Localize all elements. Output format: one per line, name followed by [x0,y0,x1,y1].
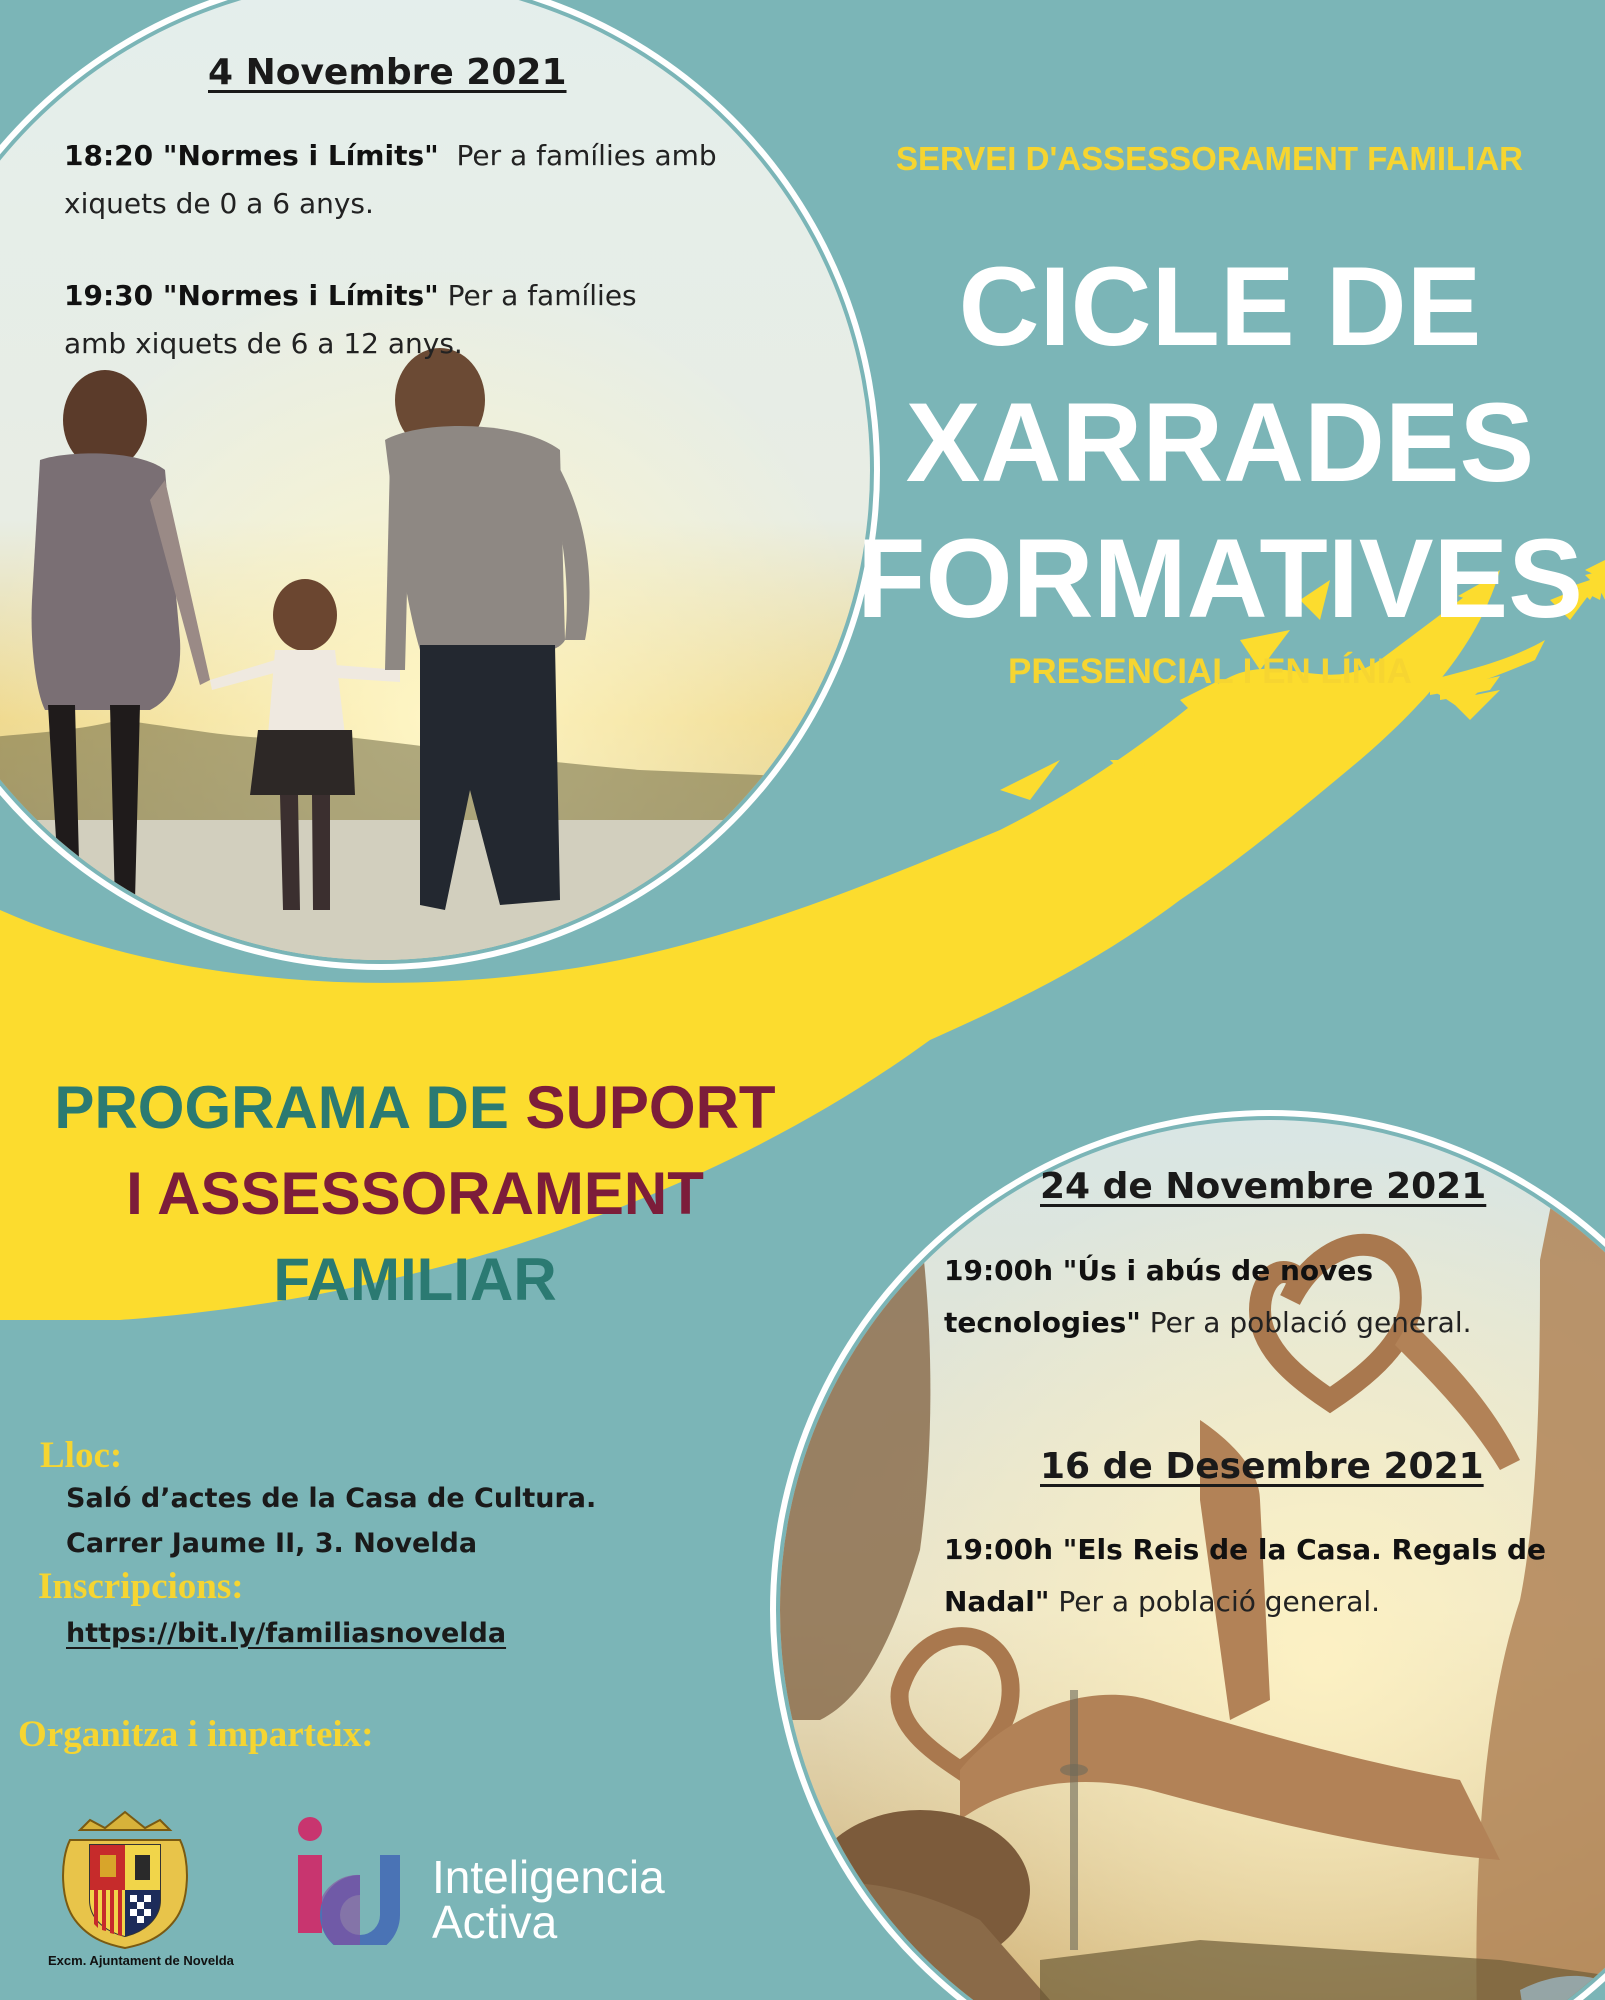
event-item-3 [944,1245,1584,1349]
event-item-3-title-line2: tecnologies" [944,1306,1141,1339]
event-item-4-desc: Per a població general. [1049,1585,1381,1618]
title-line-3: FORMATIVES [857,516,1583,641]
event-date-2: 24 de Novembre 2021 [1040,1166,1487,1207]
place-line-2: Carrer Jaume II, 3. Novelda [66,1528,478,1559]
event-date-1: 4 Novembre 2021 [208,52,567,93]
title-line-2: XARRADES [905,380,1535,505]
program-title [0,1065,830,1323]
event-item-1 [64,132,744,228]
place-label: Lloc: [40,1435,123,1476]
service-name: SERVEI D'ASSESSORAMENT FAMILIAR [896,140,1523,177]
event-item-2-title: 19:30 "Normes i Límits" [64,279,439,312]
program-title-line3: FAMILIAR [273,1246,557,1313]
event-item-2-desc-line2: amb xiquets de 6 a 12 anys. [64,327,463,360]
signup-link[interactable]: https://bit.ly/familiasnovelda [66,1618,507,1649]
event-item-4-title-line1: 19:00h "Els Reis de la Casa. Regals de [944,1533,1547,1566]
place-line-1: Saló d’actes de la Casa de Cultura. [66,1483,597,1514]
ia-name-line-2: Activa [432,1896,558,1948]
event-item-2-desc: Per a famílies [438,279,637,312]
ia-name-line-1: Inteligencia [432,1851,665,1903]
event-item-3-title-line1: 19:00h "Ús i abús de noves [944,1254,1374,1287]
program-title-line2: I ASSESSORAMENT [126,1160,704,1227]
ia-logo-icon [290,1815,430,1945]
ia-logo-mark [290,1815,430,1945]
event-item-4-title-line2: Nadal" [944,1585,1050,1618]
title-line-1: CICLE DE [958,244,1482,369]
subtitle: PRESENCIAL I EN LÍNIA [1008,652,1412,691]
town-crest-logo [60,1800,190,1950]
program-title-part2: SUPORT [525,1074,776,1141]
program-title-part1: PROGRAMA DE [54,1074,526,1141]
event-item-1-desc: Per a famílies amb [438,139,717,172]
event-date-3: 16 de Desembre 2021 [1040,1446,1484,1487]
event-item-4 [944,1524,1604,1628]
event-item-1-title: 18:20 "Normes i Límits" [64,139,439,172]
signup-label: Inscripcions: [38,1566,244,1607]
crest-icon [60,1800,190,1950]
organizer-label: Organitza i imparteix: [18,1714,374,1755]
event-item-1-desc-line2: xiquets de 0 a 6 anys. [64,187,374,220]
town-caption: Excm. Ajuntament de Novelda [48,1953,234,1968]
event-item-3-desc: Per a població general. [1140,1306,1472,1339]
event-item-2 [64,272,744,368]
